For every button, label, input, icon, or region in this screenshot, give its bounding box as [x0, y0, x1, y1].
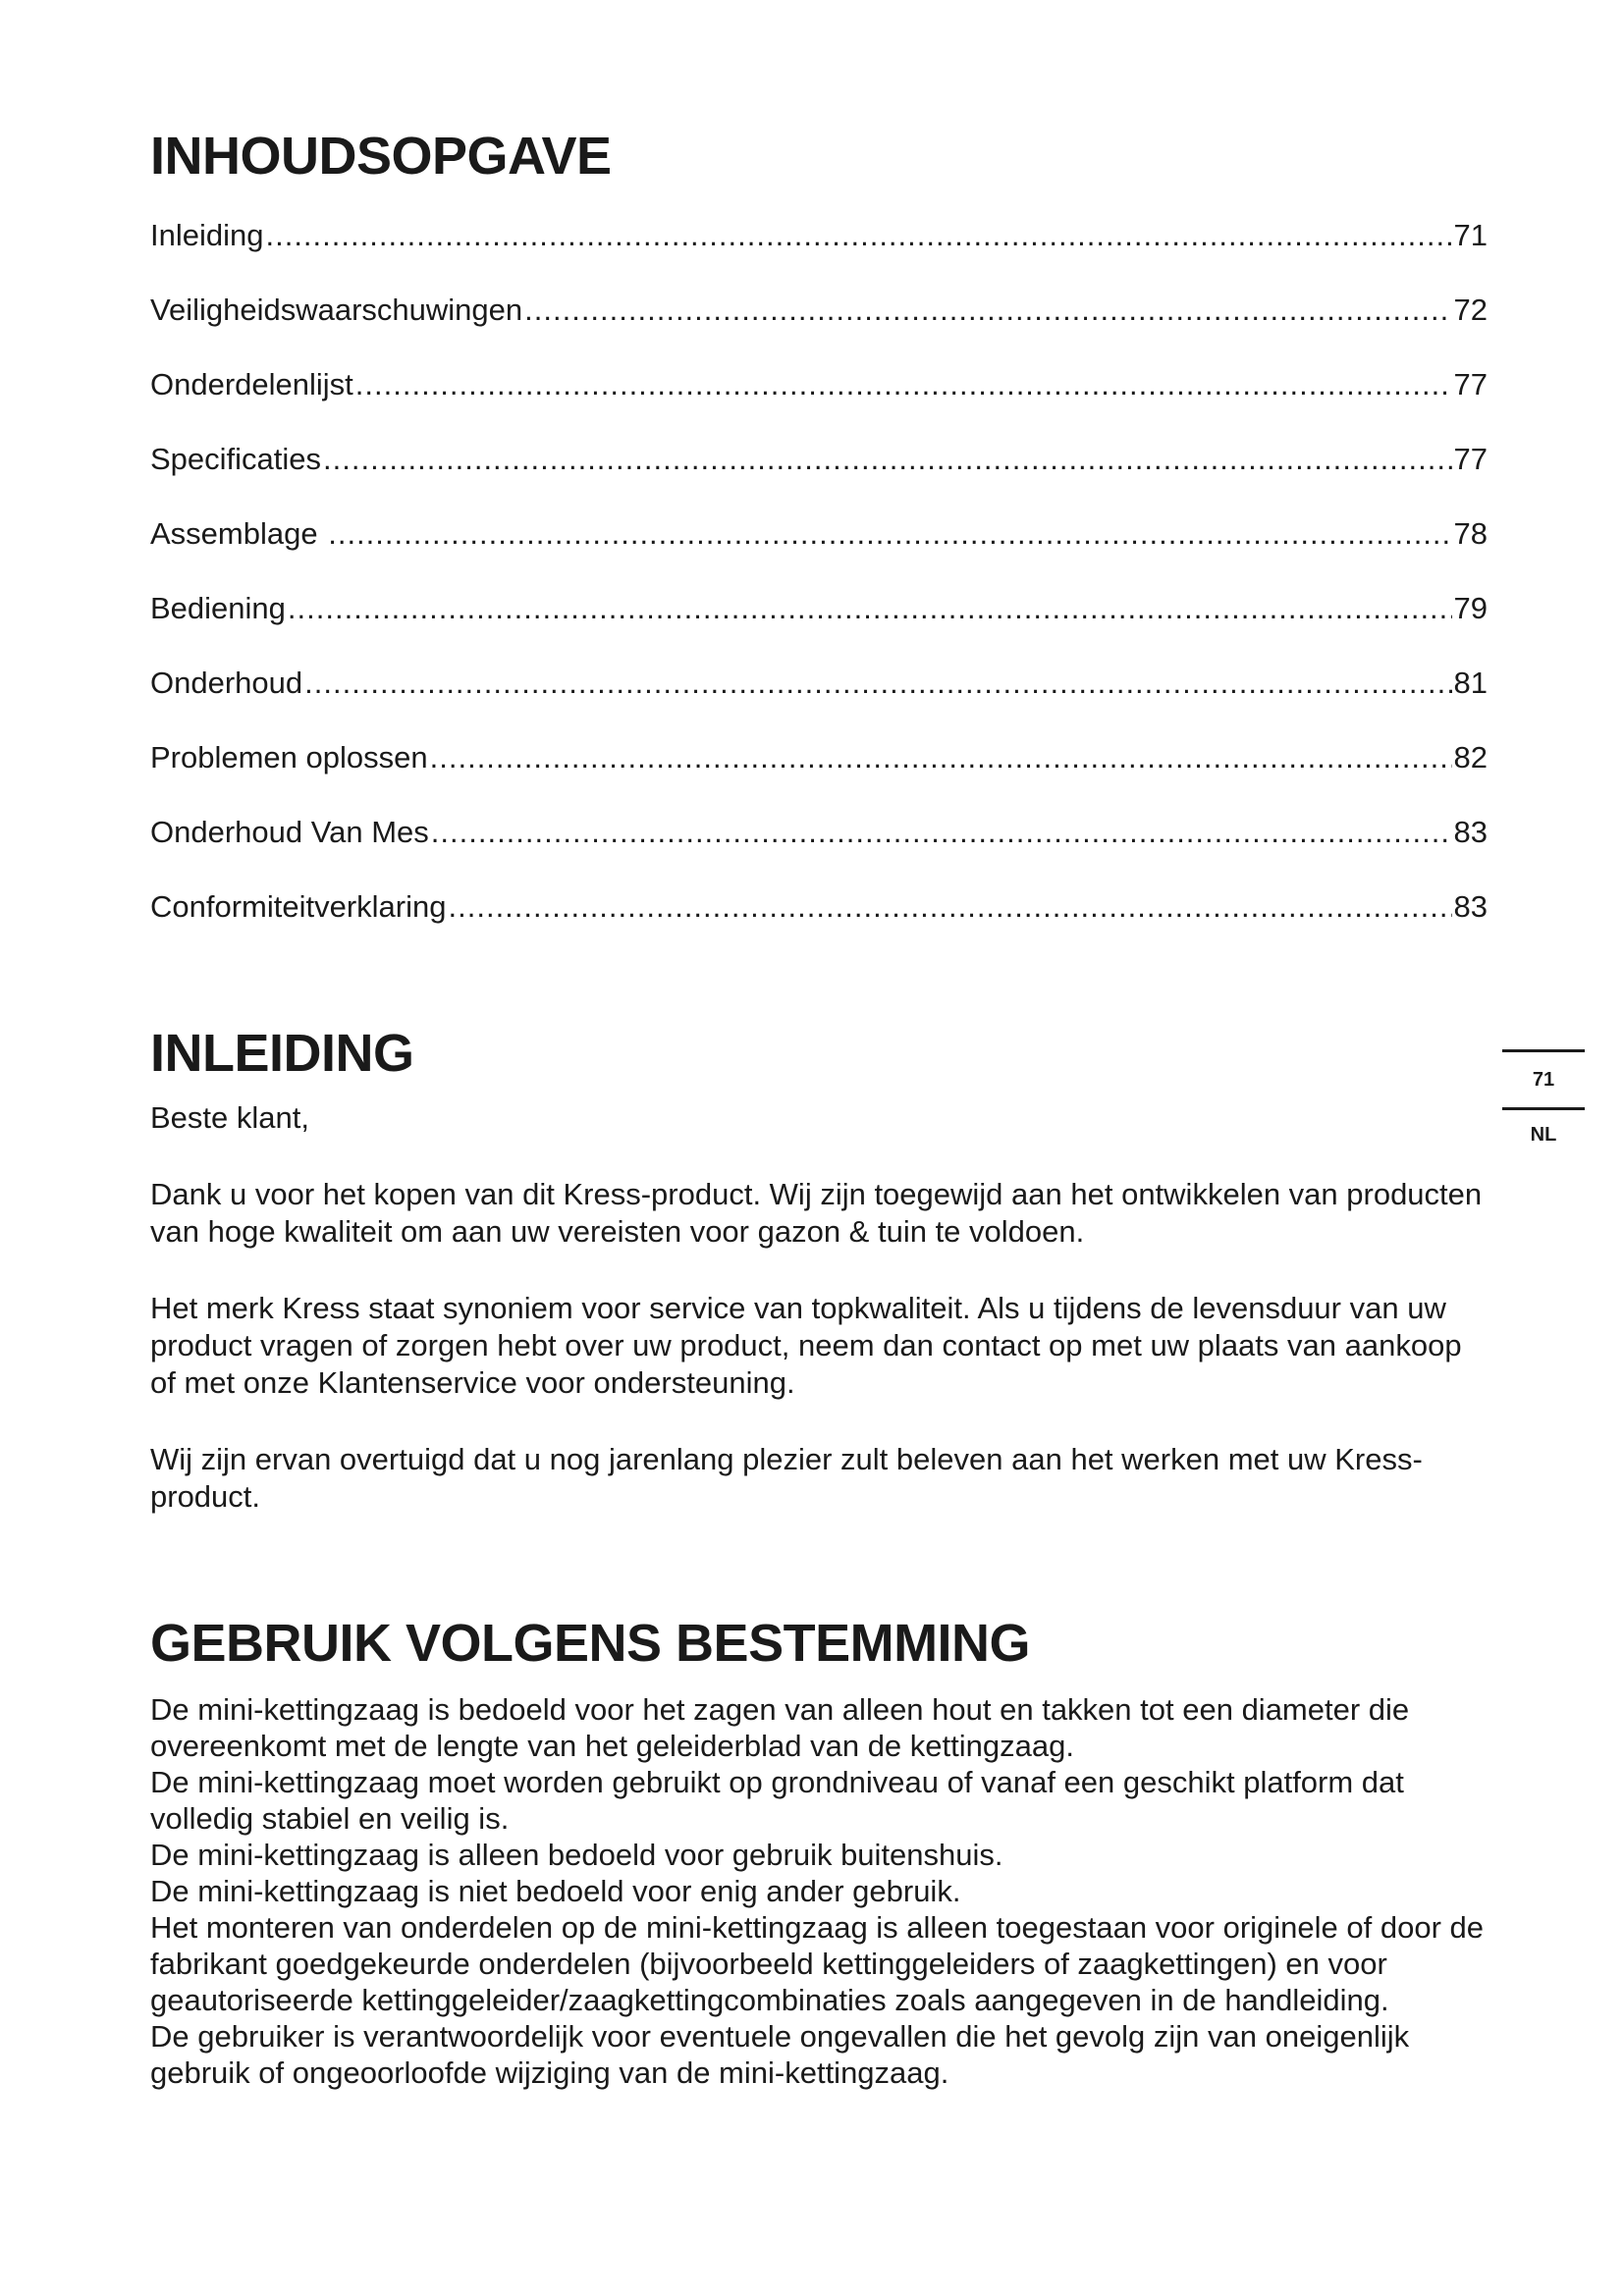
toc-entry-page: 83 — [1453, 815, 1488, 849]
inleiding-paragraph: Wij zijn ervan overtuigd dat u nog jarenlang plezier zult beleven aan het werken met uw Kress-product. — [150, 1442, 1423, 1514]
gebruik-line: De mini-kettingzaag is alleen bedoeld voor gebruik buitenshuis. — [150, 1838, 1003, 1872]
table-of-contents — [150, 127, 1488, 962]
toc-entry-problemen-oplossen[interactable] — [150, 738, 1488, 813]
toc-entry-title: Onderhoud — [150, 666, 303, 700]
toc-list — [150, 216, 1488, 962]
toc-entry-specificaties[interactable] — [150, 440, 1488, 514]
toc-dot-leader — [431, 813, 1452, 852]
toc-entry-page: 79 — [1453, 591, 1488, 625]
toc-entry-page: 81 — [1453, 666, 1488, 700]
toc-entry-title: Onderdelenlijst — [150, 367, 353, 401]
inleiding-section — [150, 1024, 1488, 1516]
gebruik-line: De mini-kettingzaag moet worden gebruikt op grondniveau of vanaf een geschikt platform dat volledig stabiel en veilig is. — [150, 1765, 1404, 1836]
toc-entry-title: Veiligheidswaarschuwingen — [150, 293, 523, 327]
toc-dot-leader — [323, 440, 1451, 479]
toc-entry-title: Onderhoud Van Mes — [150, 815, 429, 849]
toc-entry-title: Conformiteitverklaring — [150, 889, 447, 924]
toc-entry-title: Bediening — [150, 591, 286, 625]
toc-entry-onderhoud[interactable] — [150, 664, 1488, 738]
gebruik-line: De mini-kettingzaag is niet bedoeld voor enig ander gebruik. — [150, 1874, 961, 1908]
toc-entry-page: 82 — [1453, 740, 1488, 774]
toc-entry-title: Problemen oplossen — [150, 740, 428, 774]
toc-dot-leader — [430, 738, 1452, 777]
page-side-tab — [1502, 1049, 1585, 1159]
gebruik-line: Het monteren van onderdelen op de mini-kettingzaag is alleen toegestaan voor originele of door de fabrikant goedgekeurde onderdelen (bijvoorbeeld kettinggeleiders of zaagkettingen) en voor geautoriseerde kettinggeleider/zaagkettingcombinaties zoals aangegeven in de handleiding. — [150, 1910, 1484, 2017]
gebruik-section — [150, 1614, 1488, 2091]
inleiding-heading: INLEIDING — [150, 1024, 414, 1083]
toc-entry-assemblage[interactable] — [150, 514, 1488, 589]
toc-dot-leader — [449, 887, 1452, 927]
gebruik-body — [150, 1691, 1488, 2091]
toc-dot-leader — [304, 664, 1451, 703]
toc-entry-conformiteitverklaring[interactable] — [150, 887, 1488, 962]
toc-dot-leader — [288, 589, 1452, 628]
page-number: 71 — [1532, 1069, 1555, 1091]
toc-entry-page: 78 — [1453, 516, 1488, 551]
salutation: Beste klant, — [150, 1100, 309, 1135]
language-code: NL — [1530, 1124, 1557, 1146]
toc-entry-title: Specificaties — [150, 442, 322, 476]
inleiding-paragraph: Dank u voor het kopen van dit Kress-product. Wij zijn toegewijd aan het ontwikkelen van producten van hoge kwaliteit om aan uw vereisten voor gazon & tuin te voldoen. — [150, 1177, 1483, 1249]
gebruik-heading: GEBRUIK VOLGENS BESTEMMING — [150, 1614, 1031, 1673]
toc-entry-title: Assemblage — [150, 516, 327, 551]
toc-entry-page: 71 — [1453, 218, 1488, 252]
toc-entry-bediening[interactable] — [150, 589, 1488, 664]
toc-entry-page: 77 — [1453, 442, 1488, 476]
toc-dot-leader — [355, 365, 1452, 404]
toc-dot-leader — [524, 291, 1451, 330]
toc-entry-title: Inleiding — [150, 218, 264, 252]
toc-entry-onderdelenlijst[interactable] — [150, 365, 1488, 440]
toc-entry-page: 77 — [1453, 367, 1488, 401]
toc-entry-onderhoud-van-mes[interactable] — [150, 813, 1488, 887]
toc-dot-leader — [265, 216, 1451, 255]
gebruik-line: De gebruiker is verantwoordelijk voor eventuele ongevallen die het gevolg zijn van oneigenlijk gebruik of ongeoorloofde wijziging van de mini-kettingzaag. — [150, 2019, 1410, 2090]
gebruik-line: De mini-kettingzaag is bedoeld voor het zagen van alleen hout en takken tot een diameter die overeenkomt met de lengte van het geleiderblad van de kettingzaag. — [150, 1692, 1410, 1763]
toc-heading: INHOUDSOPGAVE — [150, 127, 612, 186]
toc-entry-veiligheidswaarschuwingen[interactable] — [150, 291, 1488, 365]
toc-entry-inleiding[interactable] — [150, 216, 1488, 291]
toc-dot-leader — [328, 514, 1451, 554]
toc-entry-page: 83 — [1453, 889, 1488, 924]
inleiding-paragraph: Het merk Kress staat synoniem voor service van topkwaliteit. Als u tijdens de levensduur van uw product vragen of zorgen hebt over uw product, neem dan contact op met uw plaats van aankoop of met onze Klantenservice voor ondersteuning. — [150, 1291, 1462, 1400]
toc-entry-page: 72 — [1453, 293, 1488, 327]
